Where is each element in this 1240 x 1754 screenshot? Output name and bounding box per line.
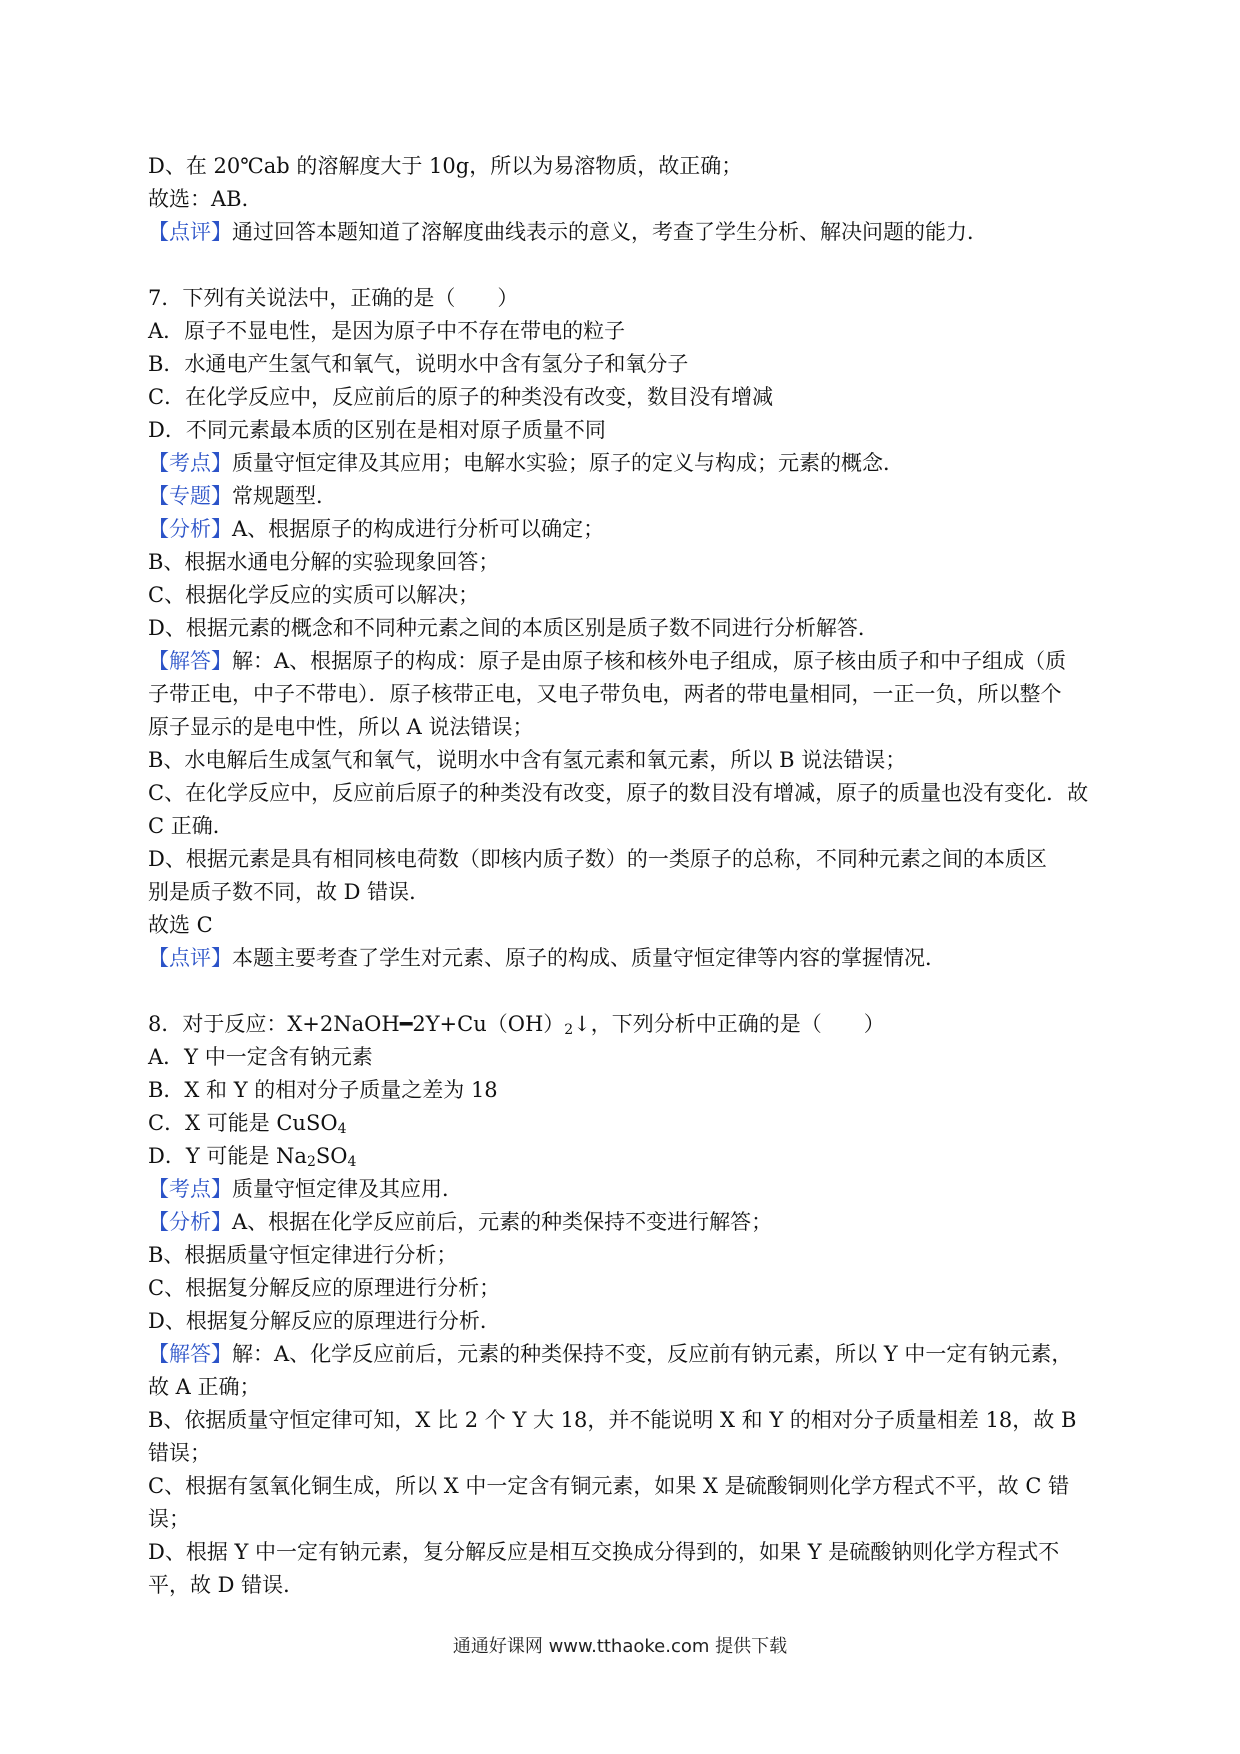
line-text: D．不同元素最本质的区别在是相对原子质量不同 [148,418,606,442]
line-text: C、根据有氢氧化铜生成，所以 X 中一定含有铜元素，如果 X 是硫酸铜则化学方程式不平，故 C 错 [148,1474,1070,1498]
text-line [148,513,1098,546]
text-line [148,1206,1098,1239]
line-text: D、在 20℃ab 的溶解度大于 10g，所以为易溶物质，故正确； [148,154,743,178]
line-text: B、依据质量守恒定律可知，X 比 2 个 Y 大 18，并不能说明 X 和 Y 的相对分子质量相差 18，故 B [148,1408,1077,1432]
line-text: C、根据复分解反应的原理进行分析； [148,1276,501,1300]
text-line [148,216,1098,249]
line-text: A．原子不显电性，是因为原子中不存在带电的粒子 [148,319,626,343]
q6-tail-block [148,150,1098,249]
text-line [148,546,1098,579]
page-footer: 通通好课网 www.tthaoke.com 提供下载 [452,1636,788,1657]
q8-option-a: A．Y 中一定含有钠元素 [148,1045,373,1069]
text-line [148,1239,1098,1272]
line-text: 解：A、根据原子的构成：原子是由原子核和核外电子组成，原子核由质子和中子组成（质 [232,649,1067,673]
q8-option-d: D．Y 可能是 $Na_2SO_4$ [148,1144,357,1170]
text-line [148,315,1098,348]
text-line [148,810,1098,843]
line-text: C、在化学反应中，反应前后原子的种类没有改变，原子的数目没有增减，原子的质量也没有变化．故 [148,781,1089,805]
line-text: D、根据元素是具有相同核电荷数（即核内质子数）的一类原子的总称，不同种元素之间的本质区 [148,847,1047,871]
text-line [148,480,1098,513]
q8-analysis [148,1173,1098,1602]
text-line [148,645,1098,678]
text-line [148,942,1098,975]
line-text: 质量守恒定律及其应用． [232,1177,463,1201]
text-line [148,381,1098,414]
text-line [148,876,1098,909]
line-text: B、根据水通电分解的实验现象回答； [148,550,500,574]
line-text: 别是质子数不同，故 D 错误． [148,880,431,904]
text-line [148,1569,1098,1602]
document-body [148,150,1098,1602]
line-text: C 正确． [148,814,234,838]
text-line [148,612,1098,645]
line-text: 通过回答本题知道了溶解度曲线表示的意义，考查了学生分析、解决问题的能力． [232,220,988,244]
line-text: 错误； [148,1441,211,1465]
text-line [148,909,1098,942]
question-8-block [148,1008,1098,1602]
line-text: 原子显示的是电中性，所以 A 说法错误； [148,715,534,739]
line-text: 故选 C [148,913,213,937]
line-text: D、根据元素的概念和不同种元素之间的本质区别是质子数不同进行分析解答． [148,616,879,640]
question-7-block [148,282,1098,975]
section-tag: 【专题】 [148,484,232,508]
text-line [148,414,1098,447]
section-tag: 【分析】 [148,517,232,541]
text-line [148,348,1098,381]
text-line [148,1338,1098,1371]
section-tag: 【点评】 [148,220,232,244]
text-line [148,1536,1098,1569]
text-line [148,1272,1098,1305]
text-line [148,678,1098,711]
text-line [148,1371,1098,1404]
line-text: B、水电解后生成氢气和氧气，说明水中含有氢元素和氧元素，所以 B 说法错误； [148,748,907,772]
line-text: C．在化学反应中，反应前后的原子的种类没有改变，数目没有增减 [148,385,774,409]
line-text: 子带正电，中子不带电）．原子核带正电，又电子带负电，两者的带电量相同，一正一负，所以整个 [148,682,1062,706]
text-line [148,1503,1098,1536]
text-line [148,150,1098,183]
text-line [148,447,1098,480]
line-text: 质量守恒定律及其应用；电解水实验；原子的定义与构成；元素的概念． [232,451,904,475]
line-text: 常规题型． [232,484,337,508]
line-text: 误； [148,1507,190,1531]
text-line [148,1470,1098,1503]
section-tag: 【解答】 [148,1342,232,1366]
line-text: 本题主要考查了学生对元素、原子的构成、质量守恒定律等内容的掌握情况． [232,946,946,970]
section-tag: 【点评】 [148,946,232,970]
q8-stem: 8．对于反应：$X+2NaOH━2Y+Cu(OH)_2↓$，下列分析中正确的是（ ） [148,1012,885,1038]
line-text: A、根据在化学反应前后，元素的种类保持不变进行解答； [232,1210,773,1234]
q8-option-c: C．X 可能是 CuSO$_4$ [148,1111,347,1137]
text-line [148,843,1098,876]
line-text: 故选：AB． [148,187,263,211]
line-text: D、根据复分解反应的原理进行分析． [148,1309,501,1333]
section-tag: 【分析】 [148,1210,232,1234]
text-line [148,579,1098,612]
line-text: 7．下列有关说法中，正确的是（ ） [148,286,519,310]
line-text: 解：A、化学反应前后，元素的种类保持不变，反应前有钠元素，所以 Y 中一定有钠元素， [232,1342,1073,1366]
section-tag: 【考点】 [148,1177,232,1201]
line-text: A、根据原子的构成进行分析可以确定； [232,517,605,541]
q8-option-b: B．X 和 Y 的相对分子质量之差为 18 [148,1078,498,1102]
line-text: 故 A 正确； [148,1375,261,1399]
line-text: B．水通电产生氢气和氧气，说明水中含有氢分子和氧分子 [148,352,689,376]
text-line [148,1404,1098,1437]
line-text: B、根据质量守恒定律进行分析； [148,1243,458,1267]
text-line [148,183,1098,216]
line-text: C、根据化学反应的实质可以解决； [148,583,480,607]
text-line [148,777,1098,810]
text-line [148,1305,1098,1338]
text-line [148,1173,1098,1206]
line-text: 平，故 D 错误． [148,1573,305,1597]
text-line [148,282,1098,315]
text-line [148,744,1098,777]
text-line [148,1437,1098,1470]
line-text: D、根据 Y 中一定有钠元素，复分解反应是相互交换成分得到的，如果 Y 是硫酸钠则化学方程式不 [148,1540,1060,1564]
section-tag: 【解答】 [148,649,232,673]
section-tag: 【考点】 [148,451,232,475]
text-line [148,711,1098,744]
